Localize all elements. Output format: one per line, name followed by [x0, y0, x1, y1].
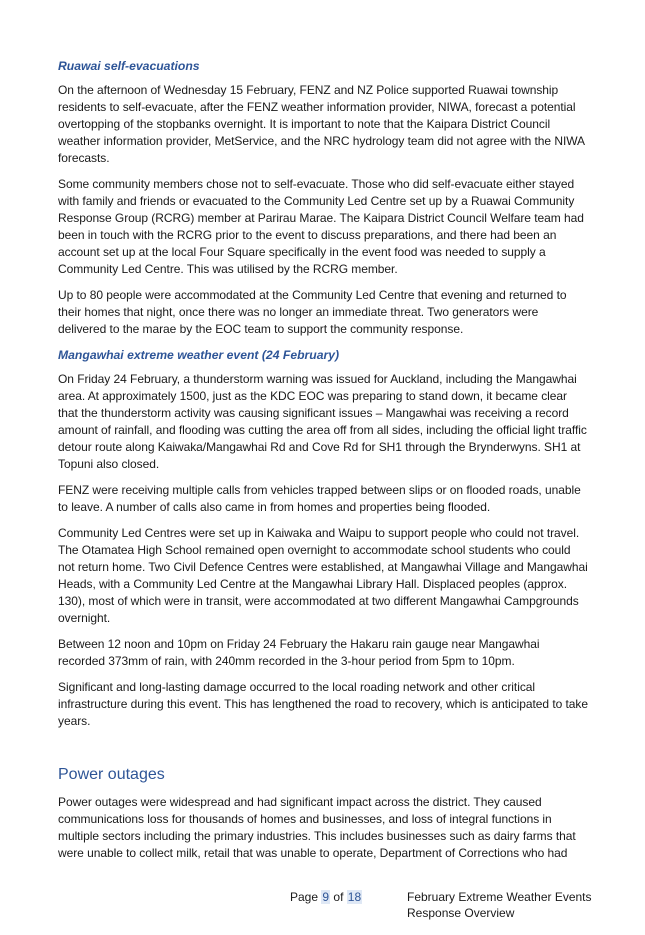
mangawhai-paragraph: Community Led Centres were set up in Kaiwaka and Waipu to support people who could not travel. The Otamatea High School remained open overnight to accommodate school students who could not return home. Two Civil Defence Centres were established, at Mangawhai Village and Mangawhai Heads, with a Community Led Centre at the Mangawhai Library Hall. Displaced peoples (approx. 130), most of which were in transit, were accommodated at two different Mangawhai Campgrounds overnight. [58, 526, 588, 625]
page-number [290, 889, 362, 905]
ruawai-paragraph: On the afternoon of Wednesday 15 February, FENZ and NZ Police supported Ruawai township residents to self-evacuate, after the FENZ weather information provider, NIWA, forecast a potential overtopping of the stopbanks overnight. It is important to note that the Kaipara District Council weather information provider, MetService, and the NRC hydrology team did not agree with the NIWA forecasts. [58, 83, 585, 165]
mangawhai-paragraph: On Friday 24 February, a thunderstorm warning was issued for Auckland, including the Mangawhai area. At approximately 1500, just as the KDC EOC was preparing to stand down, it became clear that the thunderstorm activity was causing significant issues – Mangawhai was receiving a record amount of rainfall, and flooding was cutting the area off from all sides, including the official light traffic detour route along Kaiwaka/Mangawhai Rd and Cove Rd for SH1 through the Brynderwyns. SH1 at Topuni also closed. [58, 372, 587, 471]
power-outages-paragraph: Power outages were widespread and had significant impact across the district. They caused communications loss for thousands of homes and businesses, and loss of integral functions in multiple sectors including the primary industries. This includes businesses such as dairy farms that were unable to collect milk, retail that was unable to operate, Department of Corrections who had [58, 795, 576, 860]
page-of: of [333, 890, 344, 904]
page-footer [0, 888, 645, 928]
mangawhai-paragraph: FENZ were receiving multiple calls from vehicles trapped between slips or on flooded roads, unable to leave. A number of calls also came in from homes and properties being flooded. [58, 483, 581, 514]
mangawhai-heading: Mangawhai extreme weather event (24 February) [58, 348, 340, 362]
document-title-line1: February Extreme Weather Events [407, 890, 592, 904]
page-current: 9 [322, 890, 330, 904]
mangawhai-paragraph: Between 12 noon and 10pm on Friday 24 February the Hakaru rain gauge near Mangawhai recorded 373mm of rain, with 240mm recorded in the 3-hour period from 5pm to 10pm. [58, 637, 540, 668]
document-title [407, 889, 607, 921]
mangawhai-paragraph: Significant and long-lasting damage occurred to the local roading network and other critical infrastructure during this event. This has lengthened the road to recovery, which is anticipated to take years. [58, 680, 588, 728]
page-label: Page [290, 890, 319, 904]
ruawai-paragraph: Up to 80 people were accommodated at the Community Led Centre that evening and returned to their homes that night, once there was no longer an immediate threat. Two generators were delivered to the marae by the EOC team to support the community response. [58, 288, 567, 336]
page-content [58, 58, 588, 871]
ruawai-paragraph: Some community members chose not to self-evacuate. Those who did self-evacuate either stayed with family and friends or evacuated to the Community Led Centre set up by a Ruawai Community Response Group (RCRG) member at Parirau Marae. The Kaipara District Council Welfare team had been in touch with the RCRG prior to the event to discuss preparations, and there had been an account set up at the local Four Square specifically in the event food was needed to supply a Community Led Centre. This was utilised by the RCRG member. [58, 177, 584, 276]
page-total: 18 [347, 890, 362, 904]
document-title-line2: Response Overview [407, 906, 515, 920]
ruawai-heading: Ruawai self-evacuations [58, 59, 200, 73]
section-spacer [58, 739, 588, 765]
power-outages-heading: Power outages [58, 766, 165, 783]
